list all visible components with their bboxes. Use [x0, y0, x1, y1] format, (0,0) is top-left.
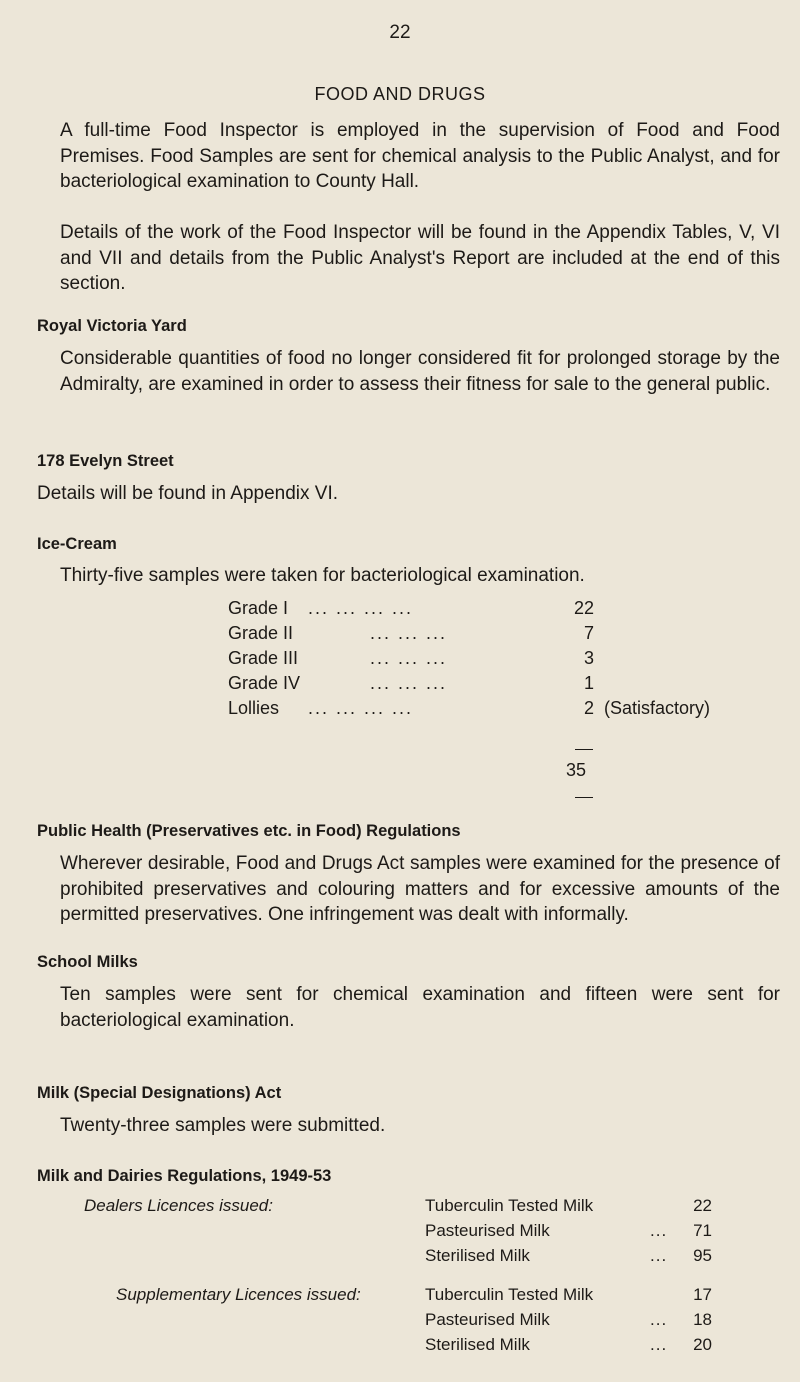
licence-count: 17	[693, 1285, 712, 1304]
leader-dots: ...	[650, 1310, 668, 1329]
licence-item: Tuberculin Tested Milk	[425, 1196, 594, 1215]
school-milks-text: Ten samples were sent for chemical examination and fifteen were sent for bacteriological examination.	[60, 984, 780, 1031]
grade-count: 3	[583, 648, 594, 668]
leader-dots: ...	[650, 1335, 668, 1354]
table-row	[228, 598, 788, 623]
royal-victoria-heading: Royal Victoria Yard	[37, 317, 187, 335]
grade-count: 7	[583, 623, 594, 643]
page-number: 22	[389, 22, 411, 43]
evelyn-street-text: Details will be found in Appendix VI.	[37, 483, 339, 504]
licence-count: 95	[693, 1246, 712, 1265]
grade-label: Lollies	[228, 698, 280, 718]
total-rule-top	[575, 749, 593, 750]
licence-item: Sterilised Milk	[425, 1335, 530, 1354]
total-rule-bottom	[575, 797, 593, 798]
preservatives-text: Wherever desirable, Food and Drugs Act samples were examined for the presence of prohibited preservatives and colouring matters and for excessive amounts of the permitted preservatives. One infringement was dealt with informally.	[60, 853, 780, 925]
licence-item: Pasteurised Milk	[425, 1221, 550, 1240]
leader-dots: ...	[650, 1221, 668, 1240]
licence-count: 71	[693, 1221, 712, 1240]
leader-dots: ... ... ... ...	[308, 598, 414, 618]
licence-item: Pasteurised Milk	[425, 1310, 550, 1329]
milk-act-heading: Milk (Special Designations) Act	[37, 1084, 282, 1102]
licences-table	[0, 1196, 800, 1376]
licence-item: Tuberculin Tested Milk	[425, 1285, 594, 1304]
evelyn-street-heading: 178 Evelyn Street	[37, 452, 174, 470]
grade-label: Grade I	[228, 598, 289, 618]
leader-dots: ... ... ...	[370, 623, 448, 643]
dealers-licences-label: Dealers Licences issued:	[84, 1196, 273, 1215]
dairies-heading: Milk and Dairies Regulations, 1949-53	[37, 1167, 332, 1185]
ice-cream-total: 35	[566, 760, 587, 780]
ice-cream-grades-table	[228, 598, 788, 723]
school-milks-heading: School Milks	[37, 953, 138, 971]
page-title: FOOD AND DRUGS	[314, 84, 486, 104]
intro-paragraph-2: Details of the work of the Food Inspector will be found in the Appendix Tables, V, VI and VII and details from the Public Analyst's Report are included at the end of this section.	[60, 222, 780, 294]
grade-count: 2	[583, 698, 594, 718]
licence-count: 22	[693, 1196, 712, 1215]
grade-count: 1	[583, 673, 594, 693]
grade-count: 22	[573, 598, 594, 618]
ice-cream-heading: Ice-Cream	[37, 535, 117, 553]
royal-victoria-text: Considerable quantities of food no longer considered fit for prolonged storage by the Admiralty, are examined in order to assess their fitness for sale to the general public.	[60, 348, 780, 395]
licence-count: 20	[693, 1335, 712, 1354]
grade-label: Grade IV	[228, 673, 301, 693]
table-row	[228, 698, 788, 723]
table-row	[228, 648, 788, 673]
grade-label: Grade II	[228, 623, 294, 643]
table-row	[228, 673, 788, 698]
preservatives-heading: Public Health (Preservatives etc. in Food) Regulations	[37, 822, 461, 840]
ice-cream-text: Thirty-five samples were taken for bacteriological examination.	[60, 565, 585, 586]
leader-dots: ... ... ...	[370, 673, 448, 693]
intro-paragraph-1: A full-time Food Inspector is employed in the supervision of Food and Food Premises. Food Samples are sent for chemical analysis to the Public Analyst, and for bacteriological examination to County Hall.	[60, 120, 780, 192]
leader-dots: ... ... ...	[370, 648, 448, 668]
leader-dots: ...	[650, 1246, 668, 1265]
milk-act-text: Twenty-three samples were submitted.	[60, 1115, 386, 1136]
grade-label: Grade III	[228, 648, 299, 668]
licence-count: 18	[693, 1310, 712, 1329]
licence-item: Sterilised Milk	[425, 1246, 530, 1265]
supplementary-licences-label: Supplementary Licences issued:	[116, 1285, 361, 1304]
table-row	[228, 623, 788, 648]
leader-dots: ... ... ... ...	[308, 698, 414, 718]
grade-note: (Satisfactory)	[604, 698, 711, 718]
